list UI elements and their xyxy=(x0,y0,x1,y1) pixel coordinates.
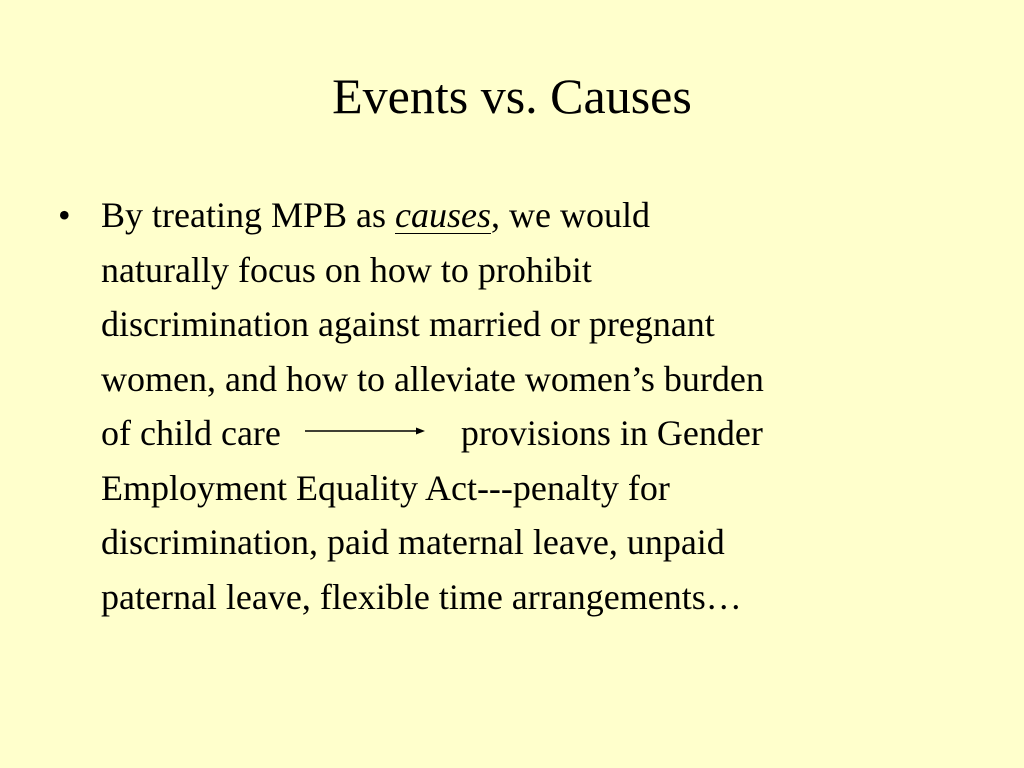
bullet-line-4: women, and how to alleviate women’s burden xyxy=(101,358,764,399)
bullet-line-6: Employment Equality Act---penalty for xyxy=(101,467,670,508)
bullet-text-1a: By treating MPB as xyxy=(101,195,395,235)
bullet-line-5 xyxy=(101,406,763,461)
bullet-line-3: discrimination against married or pregnant xyxy=(101,304,715,344)
emphasis-causes: causes xyxy=(395,195,491,235)
slide-title: Events vs. Causes xyxy=(332,68,692,124)
bullet-line-1 xyxy=(101,188,650,243)
bullet-line-2: naturally focus on how to prohibit xyxy=(101,249,592,290)
bullet-line-7: discrimination, paid maternal leave, unpaid xyxy=(101,522,725,562)
bullet-marker: • xyxy=(58,195,71,235)
bullet-line-8: paternal leave, flexible time arrangements… xyxy=(101,576,742,617)
right-arrow-icon xyxy=(305,421,425,441)
bullet-text-5b: provisions in Gender xyxy=(460,413,763,453)
bullet-text-1b: , we would xyxy=(490,195,650,235)
bullet-text-5a: of child care xyxy=(101,413,281,453)
